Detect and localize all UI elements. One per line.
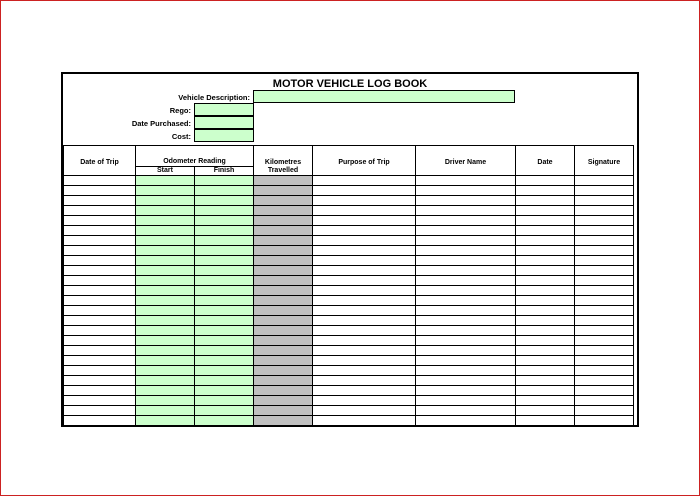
kilometres-travelled-cell <box>254 356 313 366</box>
signature-cell[interactable] <box>575 316 634 326</box>
table-row <box>64 176 634 186</box>
trip-date-cell[interactable] <box>64 416 136 426</box>
signature-cell[interactable] <box>575 176 634 186</box>
header-odometer-reading: Odometer Reading <box>136 146 254 167</box>
odometer-finish-cell[interactable] <box>195 216 254 226</box>
table-row <box>64 296 634 306</box>
odometer-start-cell[interactable] <box>136 416 195 426</box>
log-book-sheet <box>61 72 639 427</box>
kilometres-travelled-cell <box>254 416 313 426</box>
table-row <box>64 256 634 266</box>
odometer-start-cell[interactable] <box>136 286 195 296</box>
kilometres-travelled-cell <box>254 176 313 186</box>
kilometres-travelled-cell <box>254 296 313 306</box>
odometer-finish-cell[interactable] <box>195 256 254 266</box>
purpose-cell[interactable] <box>313 386 416 396</box>
purpose-cell[interactable] <box>313 266 416 276</box>
purpose-cell[interactable] <box>313 316 416 326</box>
driver-name-cell[interactable] <box>416 366 516 376</box>
cost-label: Cost: <box>171 132 191 141</box>
odometer-finish-cell[interactable] <box>195 246 254 256</box>
odometer-finish-cell[interactable] <box>195 396 254 406</box>
table-row <box>64 396 634 406</box>
date-cell[interactable] <box>516 356 575 366</box>
rego-label: Rego: <box>169 106 191 115</box>
cost-field[interactable] <box>194 129 254 142</box>
purpose-cell[interactable] <box>313 256 416 266</box>
kilometres-travelled-cell <box>254 346 313 356</box>
date-cell[interactable] <box>516 336 575 346</box>
date-cell[interactable] <box>516 206 575 216</box>
date-cell[interactable] <box>516 386 575 396</box>
signature-cell[interactable] <box>575 236 634 246</box>
signature-cell[interactable] <box>575 226 634 236</box>
odometer-start-cell[interactable] <box>136 336 195 346</box>
odometer-start-cell[interactable] <box>136 346 195 356</box>
kilometres-travelled-cell <box>254 216 313 226</box>
odometer-start-cell[interactable] <box>136 396 195 406</box>
signature-cell[interactable] <box>575 416 634 426</box>
signature-cell[interactable] <box>575 216 634 226</box>
signature-cell[interactable] <box>575 246 634 256</box>
purpose-cell[interactable] <box>313 176 416 186</box>
odometer-start-cell[interactable] <box>136 246 195 256</box>
table-row <box>64 386 634 396</box>
trip-date-cell[interactable] <box>64 326 136 336</box>
driver-name-cell[interactable] <box>416 226 516 236</box>
header-purpose-of-trip: Purpose of Trip <box>313 146 416 167</box>
vehicle-description-field[interactable] <box>253 90 515 103</box>
date-cell[interactable] <box>516 306 575 316</box>
table-row <box>64 286 634 296</box>
trip-date-cell[interactable] <box>64 356 136 366</box>
purpose-cell[interactable] <box>313 326 416 336</box>
table-row <box>64 306 634 316</box>
trip-date-cell[interactable] <box>64 206 136 216</box>
driver-name-cell[interactable] <box>416 296 516 306</box>
table-row <box>64 346 634 356</box>
driver-name-cell[interactable] <box>416 406 516 416</box>
table-row <box>64 336 634 346</box>
date-cell[interactable] <box>516 396 575 406</box>
odometer-start-cell[interactable] <box>136 356 195 366</box>
trip-date-cell[interactable] <box>64 386 136 396</box>
odometer-finish-cell[interactable] <box>195 406 254 416</box>
odometer-finish-cell[interactable] <box>195 376 254 386</box>
header-kilometres: Kilometres <box>254 146 313 167</box>
kilometres-travelled-cell <box>254 316 313 326</box>
date-cell[interactable] <box>516 246 575 256</box>
kilometres-travelled-cell <box>254 226 313 236</box>
header-driver-name: Driver Name <box>416 146 516 167</box>
odometer-finish-cell[interactable] <box>195 296 254 306</box>
table-row <box>64 326 634 336</box>
subheader-blank <box>575 167 634 176</box>
odometer-finish-cell[interactable] <box>195 386 254 396</box>
signature-cell[interactable] <box>575 356 634 366</box>
table-row <box>64 276 634 286</box>
date-cell[interactable] <box>516 256 575 266</box>
driver-name-cell[interactable] <box>416 246 516 256</box>
kilometres-travelled-cell <box>254 196 313 206</box>
odometer-finish-cell[interactable] <box>195 196 254 206</box>
odometer-start-cell[interactable] <box>136 276 195 286</box>
driver-name-cell[interactable] <box>416 276 516 286</box>
odometer-start-cell[interactable] <box>136 366 195 376</box>
trip-date-cell[interactable] <box>64 226 136 236</box>
driver-name-cell[interactable] <box>416 346 516 356</box>
table-row <box>64 226 634 236</box>
kilometres-travelled-cell <box>254 386 313 396</box>
odometer-finish-cell[interactable] <box>195 266 254 276</box>
date-cell[interactable] <box>516 236 575 246</box>
odometer-start-cell[interactable] <box>136 226 195 236</box>
date-cell[interactable] <box>516 286 575 296</box>
table-row <box>64 406 634 416</box>
signature-cell[interactable] <box>575 396 634 406</box>
purpose-cell[interactable] <box>313 416 416 426</box>
odometer-start-cell[interactable] <box>136 206 195 216</box>
table-row <box>64 216 634 226</box>
odometer-start-cell[interactable] <box>136 266 195 276</box>
signature-cell[interactable] <box>575 306 634 316</box>
trip-date-cell[interactable] <box>64 346 136 356</box>
odometer-start-cell[interactable] <box>136 406 195 416</box>
kilometres-travelled-cell <box>254 256 313 266</box>
odometer-start-cell[interactable] <box>136 386 195 396</box>
odometer-finish-cell[interactable] <box>195 316 254 326</box>
driver-name-cell[interactable] <box>416 356 516 366</box>
odometer-finish-cell[interactable] <box>195 306 254 316</box>
signature-cell[interactable] <box>575 376 634 386</box>
purpose-cell[interactable] <box>313 286 416 296</box>
trip-date-cell[interactable] <box>64 276 136 286</box>
trip-date-cell[interactable] <box>64 336 136 346</box>
driver-name-cell[interactable] <box>416 216 516 226</box>
kilometres-travelled-cell <box>254 186 313 196</box>
kilometres-travelled-cell <box>254 336 313 346</box>
header-row <box>64 146 634 167</box>
table-row <box>64 186 634 196</box>
subheader-row <box>64 167 634 176</box>
trip-date-cell[interactable] <box>64 186 136 196</box>
odometer-start-cell[interactable] <box>136 306 195 316</box>
signature-cell[interactable] <box>575 296 634 306</box>
driver-name-cell[interactable] <box>416 326 516 336</box>
table-row <box>64 356 634 366</box>
signature-cell[interactable] <box>575 276 634 286</box>
date-cell[interactable] <box>516 406 575 416</box>
trip-date-cell[interactable] <box>64 196 136 206</box>
date-cell[interactable] <box>516 376 575 386</box>
subheader-blank <box>64 167 136 176</box>
kilometres-travelled-cell <box>254 276 313 286</box>
date-cell[interactable] <box>516 366 575 376</box>
trip-date-cell[interactable] <box>64 246 136 256</box>
purpose-cell[interactable] <box>313 206 416 216</box>
date-purchased-field[interactable] <box>194 116 254 129</box>
kilometres-travelled-cell <box>254 206 313 216</box>
purpose-cell[interactable] <box>313 276 416 286</box>
odometer-finish-cell[interactable] <box>195 286 254 296</box>
signature-cell[interactable] <box>575 386 634 396</box>
odometer-finish-cell[interactable] <box>195 276 254 286</box>
date-cell[interactable] <box>516 266 575 276</box>
odometer-start-cell[interactable] <box>136 196 195 206</box>
subheader-blank <box>516 167 575 176</box>
kilometres-travelled-cell <box>254 366 313 376</box>
kilometres-travelled-cell <box>254 326 313 336</box>
odometer-finish-cell[interactable] <box>195 356 254 366</box>
purpose-cell[interactable] <box>313 376 416 386</box>
odometer-finish-cell[interactable] <box>195 366 254 376</box>
subheader-blank <box>313 167 416 176</box>
signature-cell[interactable] <box>575 206 634 216</box>
purpose-cell[interactable] <box>313 346 416 356</box>
odometer-start-cell[interactable] <box>136 296 195 306</box>
kilometres-travelled-cell <box>254 376 313 386</box>
date-cell[interactable] <box>516 226 575 236</box>
vehicle-description-label: Vehicle Description: <box>178 93 250 102</box>
purpose-cell[interactable] <box>313 296 416 306</box>
driver-name-cell[interactable] <box>416 386 516 396</box>
odometer-finish-cell[interactable] <box>195 186 254 196</box>
date-cell[interactable] <box>516 196 575 206</box>
purpose-cell[interactable] <box>313 236 416 246</box>
rego-field[interactable] <box>194 103 254 116</box>
driver-name-cell[interactable] <box>416 236 516 246</box>
odometer-finish-cell[interactable] <box>195 176 254 186</box>
signature-cell[interactable] <box>575 406 634 416</box>
driver-name-cell[interactable] <box>416 336 516 346</box>
signature-cell[interactable] <box>575 256 634 266</box>
date-cell[interactable] <box>516 316 575 326</box>
odometer-finish-cell[interactable] <box>195 206 254 216</box>
kilometres-travelled-cell <box>254 266 313 276</box>
header-date-of-trip: Date of Trip <box>64 146 136 167</box>
trip-date-cell[interactable] <box>64 266 136 276</box>
odometer-finish-cell[interactable] <box>195 226 254 236</box>
odometer-start-cell[interactable] <box>136 236 195 246</box>
header-date: Date <box>516 146 575 167</box>
date-cell[interactable] <box>516 176 575 186</box>
trip-date-cell[interactable] <box>64 306 136 316</box>
odometer-start-cell[interactable] <box>136 216 195 226</box>
driver-name-cell[interactable] <box>416 316 516 326</box>
signature-cell[interactable] <box>575 366 634 376</box>
odometer-finish-cell[interactable] <box>195 326 254 336</box>
purpose-cell[interactable] <box>313 186 416 196</box>
trip-date-cell[interactable] <box>64 396 136 406</box>
document-title: MOTOR VEHICLE LOG BOOK <box>272 78 428 90</box>
signature-cell[interactable] <box>575 346 634 356</box>
trip-date-cell[interactable] <box>64 236 136 246</box>
odometer-start-cell[interactable] <box>136 376 195 386</box>
purpose-cell[interactable] <box>313 356 416 366</box>
table-row <box>64 316 634 326</box>
purpose-cell[interactable] <box>313 396 416 406</box>
date-cell[interactable] <box>516 216 575 226</box>
purpose-cell[interactable] <box>313 336 416 346</box>
purpose-cell[interactable] <box>313 216 416 226</box>
odometer-start-cell[interactable] <box>136 256 195 266</box>
table-row <box>64 266 634 276</box>
purpose-cell[interactable] <box>313 306 416 316</box>
signature-cell[interactable] <box>575 326 634 336</box>
table-row <box>64 246 634 256</box>
driver-name-cell[interactable] <box>416 176 516 186</box>
driver-name-cell[interactable] <box>416 286 516 296</box>
odometer-start-cell[interactable] <box>136 176 195 186</box>
kilometres-travelled-cell <box>254 306 313 316</box>
purpose-cell[interactable] <box>313 366 416 376</box>
date-cell[interactable] <box>516 326 575 336</box>
table-row <box>64 206 634 216</box>
purpose-cell[interactable] <box>313 226 416 236</box>
header-travelled: Travelled <box>254 167 313 176</box>
odometer-start-cell[interactable] <box>136 316 195 326</box>
odometer-start-cell[interactable] <box>136 326 195 336</box>
trip-date-cell[interactable] <box>64 256 136 266</box>
date-cell[interactable] <box>516 296 575 306</box>
table-row <box>64 196 634 206</box>
kilometres-travelled-cell <box>254 236 313 246</box>
signature-cell[interactable] <box>575 196 634 206</box>
signature-cell[interactable] <box>575 266 634 276</box>
table-row <box>64 236 634 246</box>
driver-name-cell[interactable] <box>416 396 516 406</box>
date-cell[interactable] <box>516 416 575 426</box>
odometer-finish-cell[interactable] <box>195 236 254 246</box>
kilometres-travelled-cell <box>254 406 313 416</box>
kilometres-travelled-cell <box>254 286 313 296</box>
trip-date-cell[interactable] <box>64 296 136 306</box>
table-row <box>64 376 634 386</box>
date-cell[interactable] <box>516 346 575 356</box>
header-signature: Signature <box>575 146 634 167</box>
trip-log-table <box>63 145 634 426</box>
driver-name-cell[interactable] <box>416 196 516 206</box>
driver-name-cell[interactable] <box>416 416 516 426</box>
signature-cell[interactable] <box>575 286 634 296</box>
header-start: Start <box>136 167 195 176</box>
kilometres-travelled-cell <box>254 246 313 256</box>
trip-date-cell[interactable] <box>64 406 136 416</box>
purpose-cell[interactable] <box>313 406 416 416</box>
driver-name-cell[interactable] <box>416 376 516 386</box>
table-row <box>64 416 634 426</box>
driver-name-cell[interactable] <box>416 306 516 316</box>
driver-name-cell[interactable] <box>416 206 516 216</box>
trip-date-cell[interactable] <box>64 216 136 226</box>
kilometres-travelled-cell <box>254 396 313 406</box>
header-finish: Finish <box>195 167 254 176</box>
subheader-blank <box>416 167 516 176</box>
trip-date-cell[interactable] <box>64 366 136 376</box>
date-cell[interactable] <box>516 276 575 286</box>
signature-cell[interactable] <box>575 336 634 346</box>
odometer-finish-cell[interactable] <box>195 416 254 426</box>
trip-date-cell[interactable] <box>64 316 136 326</box>
trip-date-cell[interactable] <box>64 286 136 296</box>
trip-date-cell[interactable] <box>64 176 136 186</box>
date-purchased-label: Date Purchased: <box>131 119 191 128</box>
purpose-cell[interactable] <box>313 196 416 206</box>
driver-name-cell[interactable] <box>416 266 516 276</box>
trip-date-cell[interactable] <box>64 376 136 386</box>
driver-name-cell[interactable] <box>416 256 516 266</box>
purpose-cell[interactable] <box>313 246 416 256</box>
odometer-start-cell[interactable] <box>136 186 195 196</box>
odometer-finish-cell[interactable] <box>195 336 254 346</box>
driver-name-cell[interactable] <box>416 186 516 196</box>
date-cell[interactable] <box>516 186 575 196</box>
odometer-finish-cell[interactable] <box>195 346 254 356</box>
signature-cell[interactable] <box>575 186 634 196</box>
table-row <box>64 366 634 376</box>
